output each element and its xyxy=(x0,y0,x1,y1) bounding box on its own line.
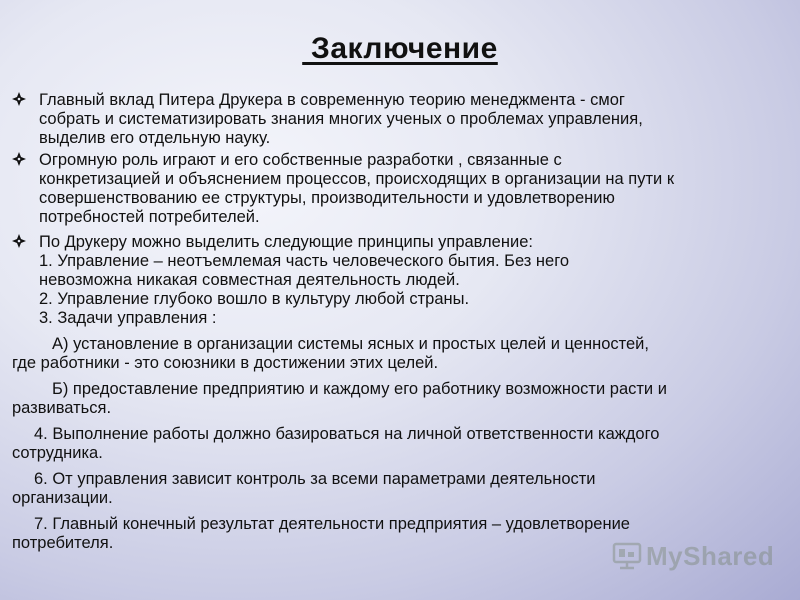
bullet-line: совершенствованию ее структуры, производительности и удовлетворению xyxy=(39,189,615,207)
slide-title: Заключение xyxy=(302,32,498,65)
paragraph-line: Б) предоставление предприятию и каждому его работнику возможности расти и xyxy=(52,380,667,398)
bullet-line: Огромную роль играют и его собственные разработки , связанные с xyxy=(39,151,562,169)
paragraph-line: развиваться. xyxy=(12,399,112,417)
diamond-bullet-icon xyxy=(12,92,26,106)
diamond-bullet-icon xyxy=(12,234,26,248)
diamond-bullet-icon xyxy=(12,152,26,166)
bullet-line: выделив его отдельную науку. xyxy=(39,129,271,147)
bullet-line: конкретизацией и объяснением процессов, происходящих в организации на пути к xyxy=(39,170,675,188)
bullet-line: 3. Задачи управления : xyxy=(39,309,217,327)
principle-paragraph-6 xyxy=(12,470,788,508)
bullet-line: невозможна никакая совместная деятельность людей. xyxy=(39,271,460,289)
task-paragraph-b xyxy=(12,380,788,418)
bullet-line: 2. Управление глубоко вошло в культуру любой страны. xyxy=(39,290,470,308)
paragraph-line: потребителя. xyxy=(12,534,114,552)
paragraph-line: где работники - это союзники в достижении этих целей. xyxy=(12,354,439,372)
slide-content xyxy=(12,91,788,553)
paragraph-line: 6. От управления зависит контроль за всеми параметрами деятельности xyxy=(34,470,596,488)
presentation-screen-icon xyxy=(612,541,642,571)
paragraph-line: А) установление в организации системы ясных и простых целей и ценностей, xyxy=(52,335,649,353)
bullet-line: собрать и систематизировать знания многих ученых о проблемах управления, xyxy=(39,110,643,128)
bullet-text xyxy=(39,151,788,227)
bullet-line: По Друкеру можно выделить следующие принципы управление: xyxy=(39,233,533,251)
watermark-logo xyxy=(612,540,774,572)
paragraph-line: 7. Главный конечный результат деятельности предприятия – удовлетворение xyxy=(34,515,630,533)
bullet-text xyxy=(39,91,788,148)
paragraph-line: организации. xyxy=(12,489,113,507)
bullet-line: потребностей потребителей. xyxy=(39,208,260,226)
paragraph-line: 4. Выполнение работы должно базироваться на личной ответственности каждого xyxy=(34,425,660,443)
paragraph-line: сотрудника. xyxy=(12,444,103,462)
bullet-item xyxy=(12,233,788,328)
principle-paragraph-4 xyxy=(12,425,788,463)
bullet-line: Главный вклад Питера Друкера в современную теорию менеджмента - смог xyxy=(39,91,625,109)
watermark-text: MyShared xyxy=(646,540,775,571)
task-paragraph-a xyxy=(12,335,788,373)
bullet-text xyxy=(39,233,788,328)
bullet-line: 1. Управление – неотъемлемая часть человеческого бытия. Без него xyxy=(39,252,570,270)
bullet-item xyxy=(12,151,788,227)
bullet-item xyxy=(12,91,788,148)
